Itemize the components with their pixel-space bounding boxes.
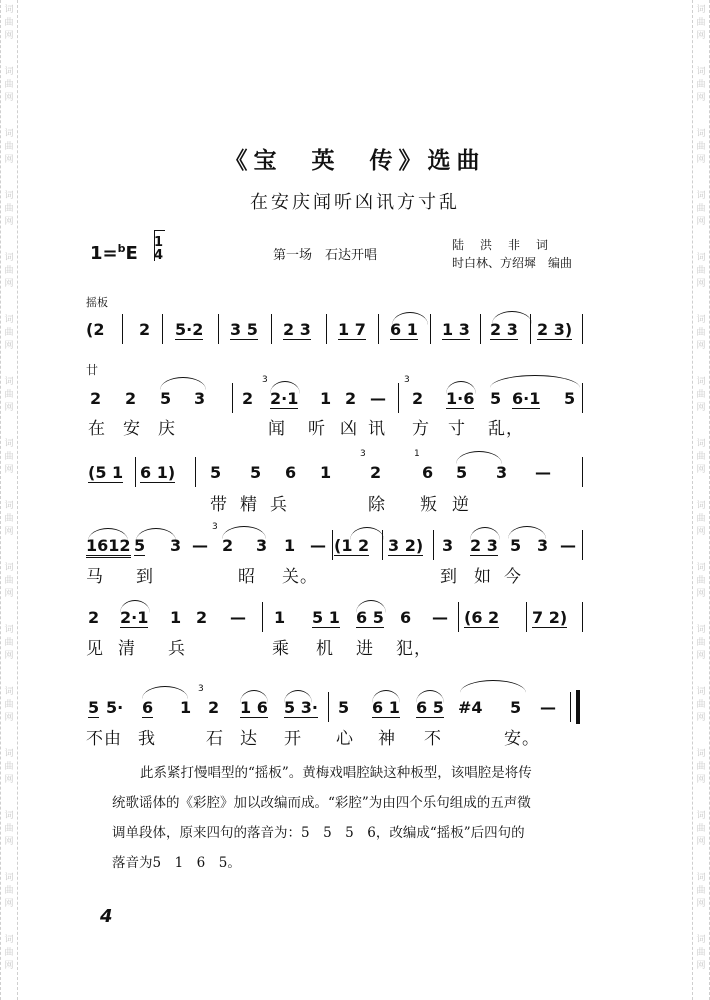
slur (490, 375, 580, 388)
time-signature: 1 4 (154, 236, 163, 262)
score-note: 5 1 (312, 608, 340, 627)
score-note: #4 (458, 698, 483, 717)
bar-line (218, 314, 219, 344)
lyric-char: 安。 (504, 729, 540, 749)
watermark-block: 词 曲 网 (4, 749, 14, 785)
watermark-block: 词 曲 网 (696, 687, 706, 723)
score-note: — (310, 536, 326, 555)
lyric-line (0, 490, 710, 515)
score-note: 2 (208, 698, 220, 717)
song-subtitle: 在安庆闻听凶讯方寸乱 (250, 192, 460, 213)
bar-line (271, 314, 272, 344)
bar-line (332, 530, 333, 560)
grace-note-mark: 1 (414, 449, 420, 459)
lyric-char: 庆 (158, 419, 176, 439)
watermark-block: 词 曲 网 (696, 191, 706, 227)
score-note: 2 3) (537, 320, 573, 339)
score-note: 5 (510, 698, 522, 717)
score-note: 1 (170, 608, 182, 627)
lyric-char: 寸 (448, 419, 466, 439)
watermark-block: 词 曲 网 (696, 811, 706, 847)
score-note: 6 5 (356, 608, 384, 627)
bar-line (232, 383, 233, 413)
score-note: — (560, 536, 576, 555)
grace-note-mark: 3 (404, 375, 410, 385)
score-note: 1 7 (338, 320, 366, 339)
score-note: 2·1 (270, 389, 299, 408)
score-note: 3 (442, 536, 454, 555)
composer-credit: 时白林、方绍墀 编曲 (452, 256, 573, 270)
bar-line (326, 314, 327, 344)
explanatory-note (112, 758, 552, 878)
score-note: 5 3· (284, 698, 318, 717)
watermark-block: 词 曲 网 (696, 315, 706, 351)
lyric-char: 昭 (238, 567, 256, 587)
score-note: 1 (320, 463, 332, 482)
score-note: (1 2 (334, 536, 370, 555)
bar-line (122, 314, 123, 344)
watermark-block: 词 曲 网 (696, 501, 706, 537)
bar-line (582, 457, 583, 487)
score-note: 6 1 (372, 698, 400, 717)
score-note: (6 2 (464, 608, 500, 627)
lyric-char: 叛 (420, 495, 438, 515)
score-note: 2 (370, 463, 382, 482)
watermark-block: 词 曲 网 (696, 749, 706, 785)
watermark-block: 词 曲 网 (4, 439, 14, 475)
lyric-char: 闻 (268, 419, 286, 439)
score-note: 5 (134, 536, 146, 555)
score-note: — (192, 536, 208, 555)
score-note: 2 (125, 389, 137, 408)
score-note: 1 6 (240, 698, 268, 717)
score-note: 6 (400, 608, 412, 627)
watermark-block: 词 曲 网 (4, 563, 14, 599)
score-note: 5 (338, 698, 350, 717)
lyric-char: 犯， (396, 639, 432, 659)
watermark-block: 词 曲 网 (696, 439, 706, 475)
bar-line (433, 530, 434, 560)
lyric-char: 今 (504, 567, 522, 587)
watermark-block: 词 曲 网 (4, 501, 14, 537)
score-note: 2 (139, 320, 151, 339)
score-note: 1 3 (442, 320, 470, 339)
lyric-char: 石 (206, 729, 224, 749)
lyric-char: 逆 (452, 495, 470, 515)
lyric-char: 机 (316, 639, 334, 659)
lyric-line (0, 414, 710, 439)
score-note: — (432, 608, 448, 627)
score-note: 3 (537, 536, 549, 555)
lyric-char: 心 (336, 729, 354, 749)
bar-line (262, 602, 263, 632)
lyric-char: 安 (123, 419, 141, 439)
score-note: 3 (256, 536, 268, 555)
bar-line (135, 457, 136, 487)
lyric-char: 在 (88, 419, 106, 439)
score-note: 6 1) (140, 463, 176, 482)
score-note: 1 (284, 536, 296, 555)
bar-line (382, 530, 383, 560)
page-title: 《宝 英 传》选曲 (224, 148, 486, 174)
score-note: (5 1 (88, 463, 124, 482)
lyric-char: 到 (136, 567, 154, 587)
score-note: (2 (86, 320, 105, 339)
note-line: 统歌谣体的《彩腔》加以改编而成。“彩腔”为由四个乐句组成的五声徵 (112, 795, 531, 811)
lyric-char: 乘 (272, 639, 290, 659)
watermark-block: 词 曲 网 (696, 873, 706, 909)
score-note: 5 (88, 698, 100, 717)
watermark-block: 词 曲 网 (4, 129, 14, 165)
score-note: 1·6 (446, 389, 475, 408)
free-meter-mark: 廿 (86, 363, 99, 377)
bar-line (582, 530, 583, 560)
bar-line (398, 383, 399, 413)
scene-label: 第一场 石达开唱 (273, 248, 378, 263)
score-note: 2 (242, 389, 254, 408)
page-number: 4 (100, 906, 113, 927)
watermark-block: 词 曲 网 (4, 67, 14, 103)
watermark-block: 词 曲 网 (696, 563, 706, 599)
lyric-char: 清 (118, 639, 136, 659)
bar-line (582, 314, 583, 344)
score-note: 5 (210, 463, 222, 482)
watermark-block: 词 曲 网 (696, 377, 706, 413)
lyric-line (0, 724, 710, 749)
lyric-char: 到 (440, 567, 458, 587)
bar-line (458, 602, 459, 632)
watermark-block: 词 曲 网 (4, 191, 14, 227)
score-note: 6 1 (390, 320, 418, 339)
score-note: — (230, 608, 246, 627)
score-note: 5 (456, 463, 468, 482)
bar-line (582, 383, 583, 413)
score-note: 3 2) (388, 536, 424, 555)
score-note: 7 2) (532, 608, 568, 627)
lyric-char: 精 (240, 495, 258, 515)
score-note: 6 (285, 463, 297, 482)
lyric-char: 我 (138, 729, 156, 749)
score-note: 2 3 (490, 320, 518, 339)
score-note: 2 (412, 389, 424, 408)
watermark-block: 词 曲 网 (696, 935, 706, 971)
score-note: 5 (250, 463, 262, 482)
slur (460, 680, 526, 693)
score-note: 6 5 (416, 698, 444, 717)
score-note: 1 (180, 698, 192, 717)
note-line: 此系紧打慢唱型的“摇板”。黄梅戏唱腔缺这种板型，该唱腔是将传 (140, 765, 532, 781)
score-note: — (535, 463, 551, 482)
score-note: 1 (320, 389, 332, 408)
lyric-char: 马 (86, 567, 104, 587)
lyric-char: 听 (308, 419, 326, 439)
grace-note-mark: 3 (212, 522, 218, 532)
watermark-block: 词 曲 网 (696, 67, 706, 103)
watermark-block: 词 曲 网 (696, 253, 706, 289)
watermark-block: 词 曲 网 (696, 129, 706, 165)
score-note: 2 (222, 536, 234, 555)
score-note: 3 5 (230, 320, 258, 339)
lyric-char: 见 (86, 639, 104, 659)
score-note: 1 (274, 608, 286, 627)
bar-line (378, 314, 379, 344)
score-note: 2·1 (120, 608, 149, 627)
bar-line (570, 692, 571, 722)
lyric-line (0, 634, 710, 659)
score-note: 3 (194, 389, 206, 408)
score-note: 3 (170, 536, 182, 555)
watermark-block: 词 曲 网 (4, 811, 14, 847)
bar-line (530, 314, 531, 344)
watermark-block: 词 曲 网 (4, 873, 14, 909)
score-note: 5 (510, 536, 522, 555)
bar-line (480, 314, 481, 344)
lyricist-credit: 陆 洪 非 词 (452, 238, 551, 252)
score-note: 6 (422, 463, 434, 482)
lyric-char: 方 (412, 419, 430, 439)
score-note: 2 (88, 608, 100, 627)
bar-line (162, 314, 163, 344)
score-note: 5·2 (175, 320, 204, 339)
score-note: 3 (496, 463, 508, 482)
lyric-char: 不 (424, 729, 442, 749)
watermark-block: 词 曲 网 (4, 253, 14, 289)
score-note: 2 (90, 389, 102, 408)
watermark-block: 词 曲 网 (4, 377, 14, 413)
bar-line (328, 692, 329, 722)
score-note: 2 (196, 608, 208, 627)
lyric-char: 兵 (270, 495, 288, 515)
lyric-line (0, 562, 710, 587)
note-line: 调单段体，原来四句的落音为：5 5 5 6，改编成“摇板”后四句的 (112, 825, 525, 841)
watermark-block: 词 曲 网 (4, 935, 14, 971)
lyric-char: 除 (368, 495, 386, 515)
lyric-char: 讯 (368, 419, 386, 439)
final-bar-line (576, 690, 580, 724)
score-note: 6·1 (512, 389, 541, 408)
score-note: 2 3 (470, 536, 498, 555)
lyric-char: 达 (240, 729, 258, 749)
score-note: 5 (564, 389, 576, 408)
bar-line (582, 602, 583, 632)
watermark-block: 词 曲 网 (696, 625, 706, 661)
lyric-char: 乱， (488, 419, 524, 439)
lyric-char: 进 (356, 639, 374, 659)
watermark-block: 词 曲 网 (4, 625, 14, 661)
lyric-char: 神 (378, 729, 396, 749)
watermark-block: 词 曲 网 (4, 5, 14, 41)
score-note: 2 3 (283, 320, 311, 339)
lyric-char: 带 (210, 495, 228, 515)
score-note: — (540, 698, 556, 717)
bar-line (430, 314, 431, 344)
lyric-char: 不由 (86, 729, 122, 749)
tempo-marking: 摇板 (86, 296, 108, 309)
score-note: 1612 (86, 536, 131, 558)
key-signature: 1=$^b$E (90, 242, 138, 264)
score-note: 5 (490, 389, 502, 408)
score-note: — (370, 389, 386, 408)
bar-line (195, 457, 196, 487)
score-line (0, 320, 710, 360)
lyric-char: 凶 (340, 419, 358, 439)
watermark-block: 词 曲 网 (696, 5, 706, 41)
watermark-block: 词 曲 网 (4, 687, 14, 723)
note-line: 落音为5 1 6 5。 (112, 855, 241, 871)
lyric-char: 关。 (282, 567, 318, 587)
score-note: 5 (160, 389, 172, 408)
score-note: 2 (345, 389, 357, 408)
lyric-char: 开 (284, 729, 302, 749)
grace-note-mark: 3 (198, 684, 204, 694)
score-note: 5· (106, 698, 124, 717)
grace-note-mark: 3 (360, 449, 366, 459)
watermark-block: 词 曲 网 (4, 315, 14, 351)
lyric-char: 兵 (168, 639, 186, 659)
score-note: 6 (142, 698, 154, 717)
bar-line (526, 602, 527, 632)
lyric-char: 如 (474, 567, 492, 587)
grace-note-mark: 3 (262, 375, 268, 385)
